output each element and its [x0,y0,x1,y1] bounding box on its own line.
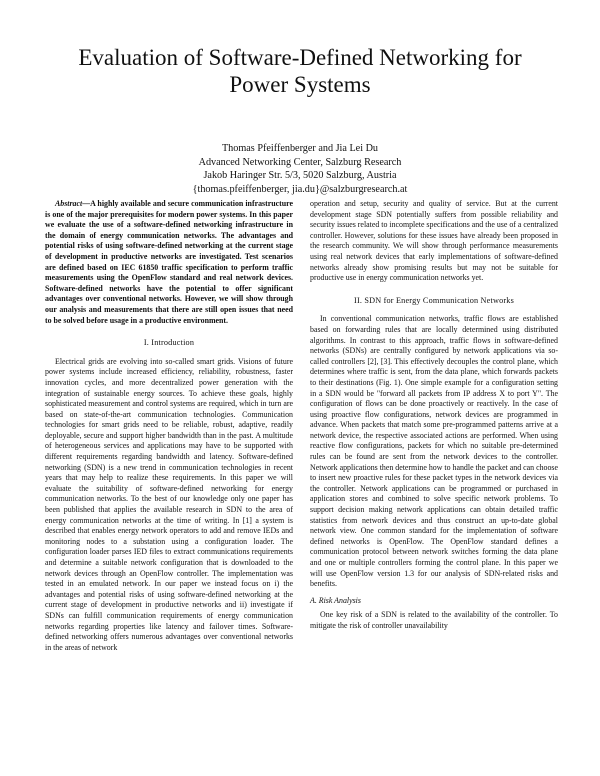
author-names: Thomas Pfeiffenberger and Jia Lei Du [221,143,379,154]
subsection-a-heading: A. Risk Analysis [310,595,361,605]
section-1-heading: I. Introduction [143,338,195,348]
abstract-text: —A highly available and secure communication infrastructure is one of the major prerequisites for modern power systems. In this paper we evaluate the use of a software-defined networking infrastructure in the domain of energy communication networks. The advantages and potential risks of using software-defined networking at the current stage of development in productive networks are investigated. Test scenarios are defined based on IEC 61850 traffic specification to perform traffic measurements using the OpenFlow standard and real network devices. Software-defined networks have the potential to offer significant advantages over conventional networks. However, we will show through our analysis and measurements that there are still open issues that need to be solved before usage in a productive environment. [45,199,293,325]
title-line-2: Power Systems [229,72,371,97]
author-address: Jakob Haringer Str. 5/3, 5020 Salzburg, Austria [203,170,397,181]
author-affiliation: Advanced Networking Center, Salzburg Research [198,156,402,168]
paper-title [40,44,560,98]
left-column [45,199,293,653]
section-2-body: In conventional communication networks, traffic flows are established based on forwarding rules that are locally determined using distributed algorithms. In contrast to this approach, traffic flows in software-defined networks (SDNs) are centrally configured by network applications via so-called controllers [2], [3]. This effectively decouples the control plane, which determines where traffic is sent, from the data plane, which forwards packets to their destinations (Fig. 1). One simple example for a configuration setting in a SDN would be "forward all packets from IP address X to port Y". The configuration of flows can be done proactively or reactively. In the case of using proactive flow configurations, network devices are programmed in advance. When packets that match some pre-programmed patterns arrive at a network device, the respective associated actions are performed. When using reactive flow configurations, packets for which no suitable pre-determined rules can be found are sent from the network devices to the controller. Network applications then determine how to handle the packet and can choose to insert new proactive rules for these packet types in the network devices via the controller. Network applications can be programmed or purchased in application stores and combined to solve specific network problems. To support decision making network applications can obtain detailed traffic statistics from network devices and thus construct an up-to-date global network view. One common standard for the implementation of software defined networks is OpenFlow. The OpenFlow standard defines a communication protocol between network switches forming the data plane and one or multiple controllers forming the control plane. In this paper we will use OpenFlow version 1.3 for our analysis of SDN-related risks and benefits. [310,314,558,589]
title-line-1: Evaluation of Software-Defined Networking for [78,45,522,70]
abstract-label: Abstract [55,199,83,208]
section-2-heading: II. SDN for Energy Communication Networks [354,295,514,305]
right-column [310,199,558,632]
abstract [45,199,293,326]
subsection-a-body: One key risk of a SDN is related to the availability of the controller. To mitigate the risk of controller unavailability [310,610,558,630]
author-block [80,142,520,196]
section-1-body: Electrical grids are evolving into so-called smart grids. Visions of future power systems include increased efficiency, reliability, robustness, faster innovation cycles, and more decentralized power generation with the integration of sustainable energy sources. To achieve these goals, highly sophisticated measurement and control systems are required, which in turn are based on state-of-the-art communication technologies. Communication technologies for smart grids need to be reliable, robust, adaptive, readily deployable, secure and support higher bandwidth than in the past. A multitude of heterogeneous services and applications may have to be supported with different requirements regarding bandwidth and latency. Software-defined networking (SDN) is a new trend in communication technologies in recent years that may help to realize these requirements. In this paper we will evaluate the suitability of software-defined networking for energy communication networks. To the best of our knowledge only one paper has been published that applies the available research in SDN to the area of energy communication networks at the time of writing. In [1] a system is described that enables energy network operators to add and remove IEDs and monitoring nodes to a substation using a configuration loader. The configuration loader parses IED files to extract communications requirements and determine a suitable network configuration that is downloaded to the network devices through an OpenFlow controller. The implementation was tested in an emulated network. In our paper we instead focus on i) the advantages and potential risks of using software-defined networking at the current stage of development in productive networks and ii) investigate if SDNs can fulfill communication requirements of energy communication networks regarding properties like latency and failover times. Software-defined networking offers numerous advantages over conventional networks in the areas of network [45,356,293,652]
intro-continuation: operation and setup, security and quality of service. But at the current development stage SDN potentially suffers from possible reliability and security issues related to incomplete specifications and the use of a centralized controller. However, solutions for these issues have already been proposed in the research community. We will show through performance measurements using real network devices that early implementations of software-defined networks already show promising results but may not be suitable for productive use in energy communication networks yet. [310,199,558,283]
author-email: {thomas.pfeiffenberger, jia.du}@salzburgresearch.at [192,183,408,195]
